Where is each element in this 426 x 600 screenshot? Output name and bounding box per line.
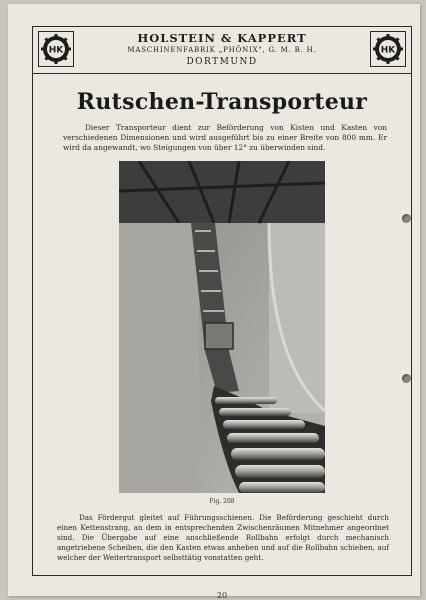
conveyor-illustration	[119, 161, 325, 493]
company-logo-left	[38, 31, 74, 67]
company-name-block	[79, 32, 365, 68]
description-paragraph: Das Fördergut gleitet auf Führungsschienen. Die Beförderung geschieht durch einen Kettenstrang, an dem in entsprechenden Zwischenräumen Mitnehmer angeordnet sind. Die Übergabe auf eine anschließende Rollbahn erfolgt durch mechanisch angetriebene Scheiben, die den Kasten etwas anheben und auf die Rollbahn schieben, auf welcher der Weitertransport selbsttätig vonstatten geht.	[57, 513, 389, 562]
document-page	[8, 4, 420, 600]
page-number: 20	[216, 591, 228, 600]
svg-text:HK: HK	[380, 45, 396, 56]
hk-gear-logo-icon	[41, 34, 71, 64]
conveyor-photograph	[119, 161, 325, 493]
page-frame	[32, 26, 412, 600]
page-title: Rutschen-Transporteur	[76, 89, 368, 115]
letterhead	[33, 27, 411, 74]
hk-gear-logo-icon	[373, 34, 403, 64]
company-subtitle: MASCHINENFABRIK „PHÖNIX", G. M. B. H.	[127, 46, 317, 54]
intro-paragraph: Dieser Transporteur dient zur Beförderung von Kisten und Kasten von verschiedenen Dimensionen und wird ausgeführt bis zu einer Breite von 800 mm. Er wird da angewandt, wo Steigungen von über 12° zu überwinden sind.	[63, 123, 387, 152]
svg-text:HK: HK	[48, 45, 64, 56]
company-name: HOLSTEIN & KAPPERT	[137, 31, 307, 45]
company-logo-right	[370, 31, 406, 67]
figure-caption: Fig. 208	[209, 498, 235, 505]
company-city: DORTMUND	[186, 57, 258, 67]
